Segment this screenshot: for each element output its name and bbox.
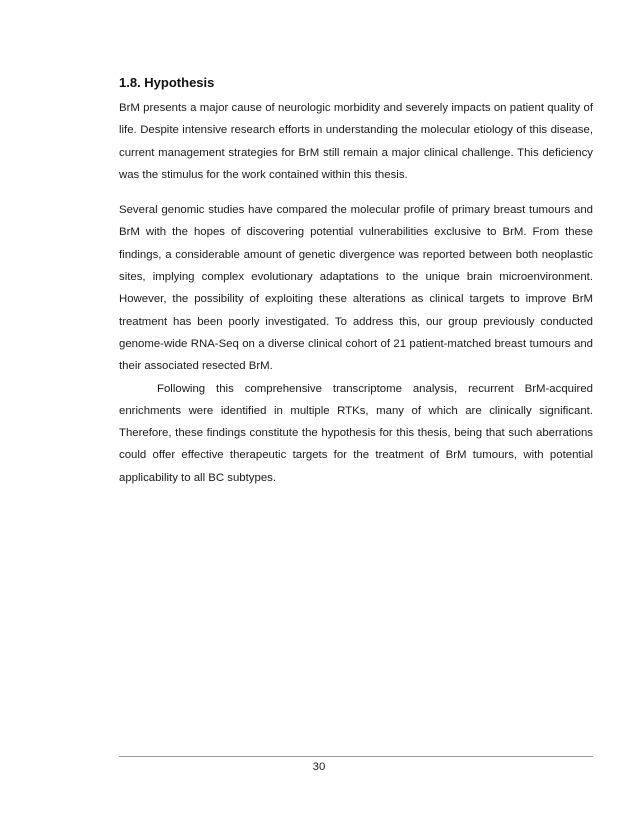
section-heading: 1.8. Hypothesis [119, 75, 215, 90]
paragraph-1: BrM presents a major cause of neurologic morbidity and severely impacts on patient quality of life. Despite intensive research efforts in understanding the molecular etiology of this disease, current management strategies for BrM still remain a major clinical challenge. This deficiency was the stimulus for the work contained within this thesis. [119, 102, 593, 181]
footer-divider [119, 756, 593, 757]
paragraph-2: Several genomic studies have compared the molecular profile of primary breast tumours and BrM with the hopes of discovering potential vulnerabilities exclusive to BrM. From these findings, a considerable amount of genetic divergence was reported between both neoplastic sites, implying complex evolutionary adaptations to the unique brain microenvironment. However, the possibility of exploiting these alterations as clinical targets to improve BrM treatment has been poorly investigated. To address this, our group previously conducted genome-wide RNA-Seq on a diverse clinical cohort of 21 patient-matched breast tumours and their associated resected BrM. [119, 204, 593, 373]
section-content [119, 74, 593, 489]
page-number: 30 [312, 761, 326, 773]
paragraph-3: Following this comprehensive transcriptome analysis, recurrent BrM-acquired enrichments were identified in multiple RTKs, many of which are clinically significant. Therefore, these findings constitute the hypothesis for this thesis, being that such aberrations could offer effective therapeutic targets for the treatment of BrM tumours, with potential applicability to all BC subtypes. [119, 382, 593, 484]
